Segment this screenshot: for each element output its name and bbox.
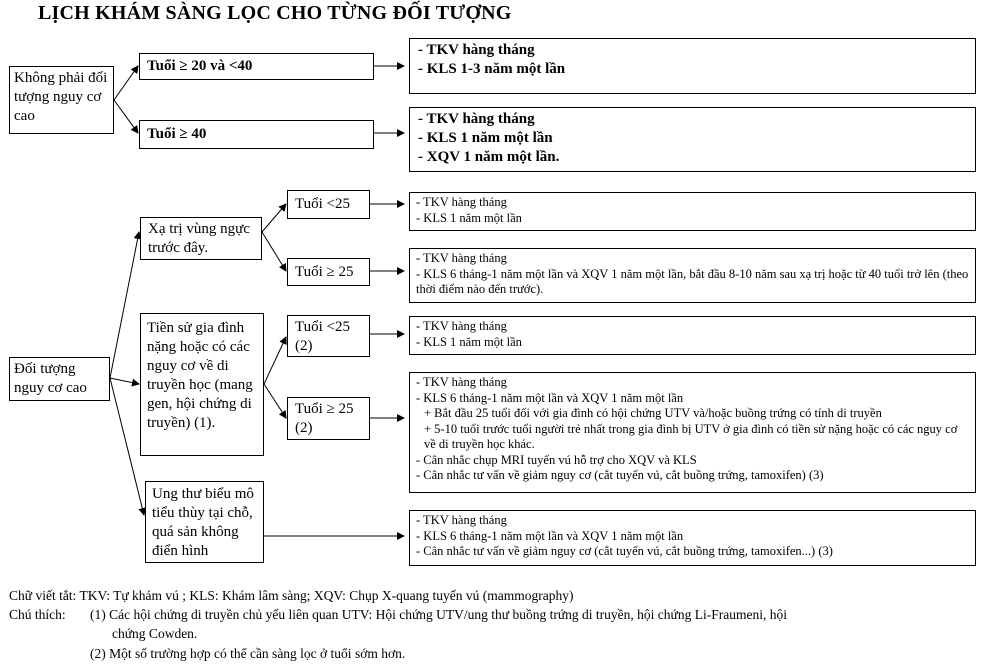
rad-age-ge25-label: Tuổi ≥ 25 — [295, 264, 354, 280]
family-history-box — [140, 313, 264, 456]
recommendation-box-4 — [409, 248, 976, 303]
lcis-box — [145, 481, 264, 563]
abbreviations-label: Chữ viết tắt: — [9, 588, 77, 603]
group-high-risk — [9, 357, 110, 401]
rad-age-ge25-box — [287, 258, 370, 286]
arrow-rad-to-ge25 — [262, 232, 286, 271]
rec-3-line: - KLS 1 năm một lần — [416, 210, 522, 225]
recommendation-box-3 — [409, 192, 976, 231]
rec-2-line: - TKV hàng tháng — [418, 111, 535, 127]
rec-6-line: - Cân nhắc chụp MRI tuyến vú hỗ trợ cho XQV và KLS — [416, 452, 697, 467]
age-40-label: Tuổi ≥ 40 — [147, 126, 207, 142]
arrow-nothigh-to-age2040 — [114, 66, 138, 100]
rec-1-line: - KLS 1-3 năm một lần — [418, 61, 566, 77]
recommendation-box-6 — [409, 372, 976, 493]
rec-1-line: - TKV hàng tháng — [418, 42, 535, 58]
rec-6-line: - TKV hàng tháng — [416, 375, 507, 389]
rec-5-line: - KLS 1 năm một lần — [416, 334, 522, 349]
family-history-label: Tiền sử gia đình nặng hoặc có các nguy cơ về di truyền học (mang gen, hội chứng di truyền) (1). — [147, 320, 253, 431]
rec-7-line: - Cân nhắc tư vấn về giảm nguy cơ (cắt tuyến vú, cắt buồng trứng, tamoxifen...) (3) — [416, 544, 833, 558]
rad-age-lt25-box — [287, 190, 370, 219]
rec-4-line: - TKV hàng tháng — [416, 251, 507, 265]
fam-age-ge25-box — [287, 397, 370, 440]
rec-4-line: - KLS 6 tháng-1 năm một lần và XQV 1 năm một lần, bắt đầu 8-10 năm sau xạ trị hoặc từ 40 tuổi trở lên (theo thời điểm nào đến trước). — [416, 266, 969, 296]
arrow-high-to-lcis — [110, 378, 144, 515]
recommendation-box-2 — [409, 107, 976, 172]
arrow-fam-to-lt25 — [264, 337, 286, 384]
rad-age-lt25-label: Tuổi <25 — [295, 196, 351, 212]
rec-3-line: - TKV hàng tháng — [416, 195, 507, 209]
age-20-40-box — [139, 53, 374, 80]
note-1-line-b: chứng Cowden. — [112, 626, 198, 641]
rec-6-line: + Bắt đầu 25 tuổi đối với gia đình có hội chứng UTV và/hoặc buồng trứng có tính di truyền — [424, 406, 882, 420]
arrow-rad-to-lt25 — [262, 204, 286, 232]
recommendation-box-7 — [409, 510, 976, 566]
arrow-high-to-family — [110, 378, 139, 384]
age-40-box — [139, 120, 374, 149]
rec-6-line: - Cân nhắc tư vấn về giảm nguy cơ (cắt tuyến vú, cắt buồng trứng, tamoxifen) (3) — [416, 468, 824, 482]
arrow-fam-to-ge25 — [264, 384, 286, 418]
fam-age-lt25-box — [287, 315, 370, 357]
arrow-nothigh-to-age40 — [114, 100, 138, 133]
arrow-high-to-radiation — [110, 232, 139, 378]
note-1-line-a: (1) Các hội chứng di truyền chủ yếu liên quan UTV: Hội chứng UTV/ung thư buồng trứng di truyền, hội chứng Li-Fraumeni, hội — [90, 607, 787, 622]
notes-label: Chú thích: — [9, 607, 66, 622]
rec-5-line: - TKV hàng tháng — [416, 319, 507, 333]
group-high-risk-label: Đối tượng nguy cơ cao — [14, 361, 87, 396]
rec-6-line: - KLS 6 tháng-1 năm một lần và XQV 1 năm một lần — [416, 390, 684, 405]
abbreviations-line — [9, 587, 573, 605]
abbreviations-text: TKV: Tự khám vú ; KLS: Khám lâm sàng; XQV: Chụp X-quang tuyến vú (mammography) — [79, 588, 574, 603]
page-title: LỊCH KHÁM SÀNG LỌC CHO TỪNG ĐỐI TƯỢNG — [38, 2, 512, 24]
fam-age-lt25-label: Tuổi <25 (2) — [295, 319, 351, 354]
lcis-label: Ung thư biểu mô tiểu thùy tại chỗ, quá sản không điển hình — [152, 486, 254, 559]
rec-7-line: - KLS 6 tháng-1 năm một lần và XQV 1 năm một lần — [416, 528, 684, 543]
radiation-label: Xạ trị vùng ngực trước đây. — [148, 221, 250, 256]
age-20-40-label: Tuổi ≥ 20 và <40 — [147, 58, 253, 74]
rec-2-line: - KLS 1 năm một lần — [418, 130, 553, 146]
recommendation-box-1 — [409, 38, 976, 94]
rec-2-line: - XQV 1 năm một lần. — [418, 149, 560, 165]
radiation-box — [140, 217, 262, 260]
rec-7-line: - TKV hàng tháng — [416, 513, 507, 527]
rec-6-line: + 5-10 tuổi trước tuổi người trẻ nhất trong gia đình bị UTV ở gia đình có tiền sử nặng hoặc có các nguy cơ về di truyền học khác. — [424, 421, 958, 451]
note-2: (2) Một số trường hợp có thể cần sàng lọc ở tuổi sớm hơn. — [90, 646, 406, 661]
group-not-high-risk-label: Không phải đối tượng nguy cơ cao — [14, 70, 108, 124]
group-not-high-risk — [9, 66, 114, 134]
recommendation-box-5 — [409, 316, 976, 355]
fam-age-ge25-label: Tuổi ≥ 25 (2) — [295, 401, 354, 436]
